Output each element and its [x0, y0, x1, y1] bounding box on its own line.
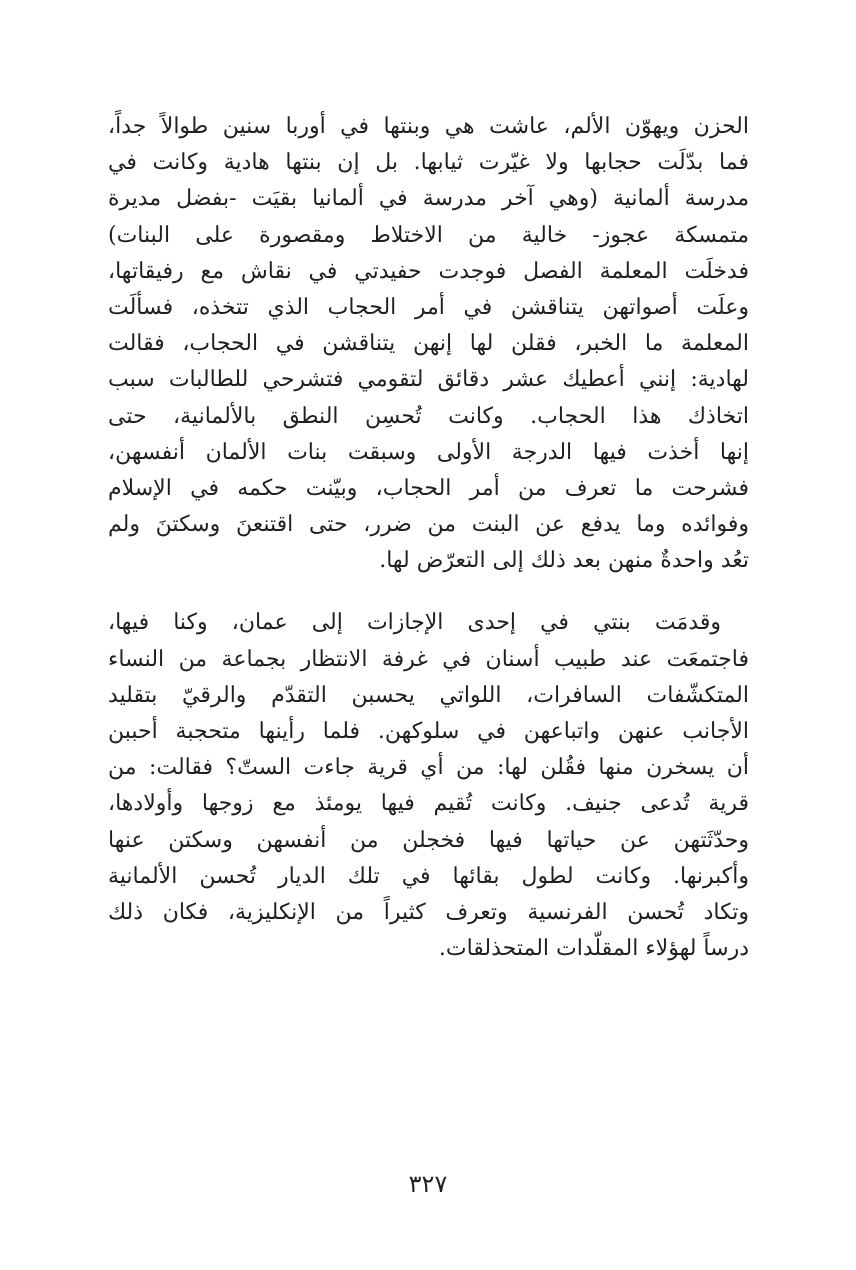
paragraph [108, 109, 749, 579]
text-line: إنها أخذت فيها الدرجة الأولى وسبقت بنات الألمان أنفسهن، [108, 439, 749, 465]
text-line: وتكاد تُحسن الفرنسية وتعرف كثيراً من الإنكليزية، فكان ذلك [108, 899, 749, 925]
text-line: متمسكة عجوز- خالية من الاختلاط ومقصورة على البنات) [108, 222, 749, 248]
text-line: وحدّثَتهن عن حياتها فيها فخجلن من أنفسهن وسكتن عنها [108, 827, 749, 853]
text-line: المعلمة ما الخبر، فقلن لها إنهن يتناقشن في الحجاب، فقالت [108, 331, 749, 357]
text-line: وعلَت أصواتهن يتناقشن في أمر الحجاب الذي تتخذه، فسألَت [108, 294, 749, 320]
text-line: قرية تُدعى جنيف. وكانت تُقيم فيها يومئذ مع زوجها وأولادها، [108, 791, 749, 817]
paragraph [108, 605, 749, 967]
text-line: تعُد واحدةٌ منهن بعد ذلك إلى التعرّض لها. [379, 548, 749, 574]
text-line: مدرسة ألمانية (وهي آخر مدرسة في ألمانيا بقيَت -بفضل مديرة [108, 186, 749, 212]
text-line: المتكشّفات السافرات، اللواتي يحسبن التقدّم والرقيّ بتقليد [108, 682, 749, 708]
page-body [108, 109, 749, 967]
paragraph-spacer [108, 579, 749, 605]
text-line: وفوائده وما يدفع عن البنت من ضرر، حتى اقتنعنَ وسكتنَ ولم [108, 512, 749, 538]
text-line: فدخلَت المعلمة الفصل فوجدت حفيدتي في نقاش مع رفيقاتها، [108, 258, 749, 284]
text-line: فشرحت ما تعرف من أمر الحجاب، وبيّنت حكمه في الإسلام [108, 475, 749, 501]
text-line: وقدمَت بنتي في إحدى الإجازات إلى عمان، وكنا فيها، [108, 610, 721, 636]
text-line: الحزن ويهوّن الألم، عاشت هي وبنتها في أوربا سنين طوالاً جداً، [108, 114, 749, 139]
page-number: ٣٢٧ [408, 1170, 448, 1198]
text-line: فما بدّلَت حجابها ولا غيّرت ثيابها. بل إن بنتها هادية وكانت في [108, 150, 749, 176]
text-line: فاجتمعَت عند طبيب أسنان في غرفة الانتظار بجماعة من النساء [108, 646, 749, 672]
text-line: أن يسخرن منها فقُلن لها: من أي قرية جاءت الستّ؟ فقالت: من [108, 755, 749, 781]
text-line: لهادية: إنني أعطيك عشر دقائق لتقومي فتشرحي للطالبات سبب [108, 367, 749, 393]
text-line: وأكبرنها. وكانت لطول بقائها في تلك الديار تُحسن الألمانية [108, 863, 749, 889]
text-line: اتخاذك هذا الحجاب. وكانت تُحسِن النطق بالألمانية، حتى [108, 403, 749, 429]
text-line: الأجانب عنهن واتباعهن في سلوكهن. فلما رأينها متحجبة أحببن [108, 719, 749, 744]
text-line: درساً لهؤلاء المقلّدات المتحذلقات. [438, 936, 749, 962]
